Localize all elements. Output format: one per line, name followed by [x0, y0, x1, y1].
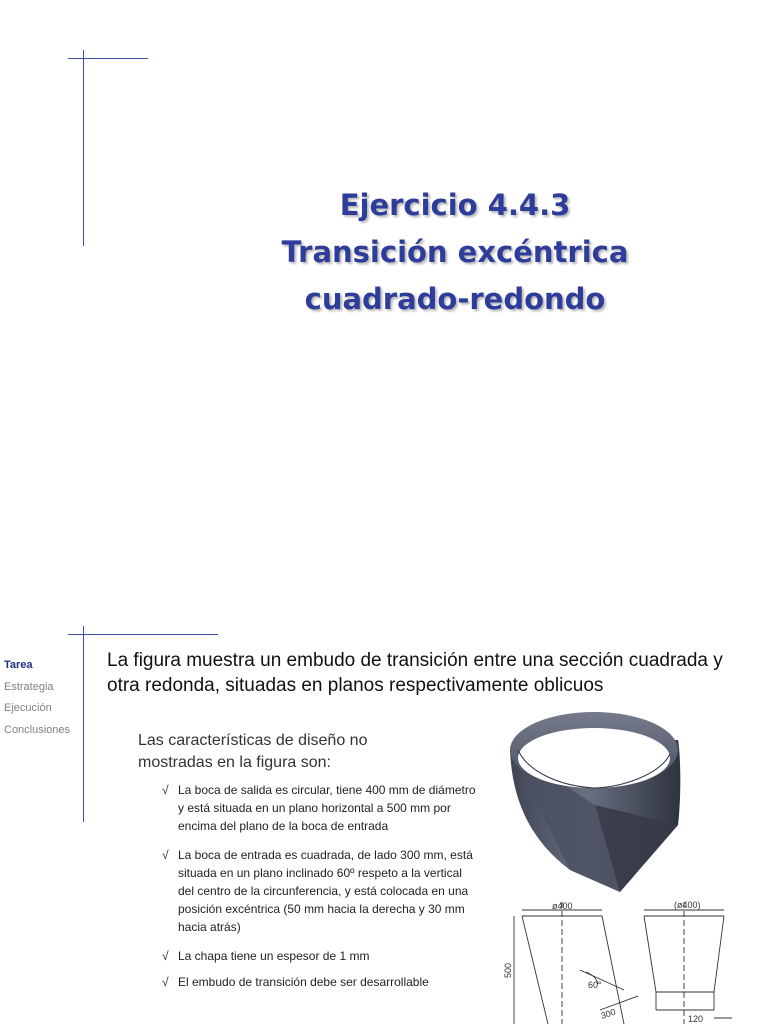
- sketch-label-diameter-right: (ø400): [674, 900, 701, 910]
- title-line-2: Transición excéntrica: [281, 235, 629, 269]
- bullet-text: El embudo de transición debe ser desarrollable: [178, 975, 429, 989]
- sketch-label-right-dim: 120: [688, 1014, 704, 1024]
- sketch-label-height: 500: [503, 962, 513, 978]
- corner-line-horizontal: [68, 58, 148, 59]
- slide-title: [270, 182, 640, 323]
- title-line-1: Ejercicio 4.4.3: [339, 188, 571, 222]
- check-icon: √: [162, 975, 169, 989]
- nav-item-ejecucion[interactable]: Ejecución: [4, 702, 52, 714]
- check-icon: √: [162, 949, 169, 963]
- nav-item-tarea[interactable]: Tarea: [4, 659, 33, 671]
- nav-item-estrategia[interactable]: Estrategia: [4, 681, 54, 693]
- sketch-label-angle: 60°: [588, 980, 602, 990]
- sketch-label-side: 300: [599, 1006, 617, 1021]
- funnel-3d-render: [500, 710, 690, 900]
- check-icon: √: [162, 783, 169, 797]
- corner-line-vertical-2: [83, 626, 84, 822]
- bullet-text: La boca de entrada es cuadrada, de lado 300 mm, está situada en un plano inclinado 60º respeto a la vertical del centro de la circunferencia, y está colocada en una posición excéntrica (50 mm hacia la derecha y 30 mm hacia atrás): [178, 848, 473, 934]
- corner-line-horizontal-2: [68, 634, 218, 635]
- nav-item-conclusiones[interactable]: Conclusiones: [4, 724, 71, 736]
- technical-sketch: [500, 900, 740, 1024]
- sketch-label-diameter-left: ø400: [552, 901, 573, 911]
- features-heading: Las características de diseño no mostradas en la figura son:: [138, 732, 368, 771]
- bullet-text: La chapa tiene un espesor de 1 mm: [178, 949, 370, 963]
- title-line-3: cuadrado-redondo: [304, 282, 606, 316]
- intro-paragraph: La figura muestra un embudo de transición entre una sección cuadrada y otra redonda, situadas en planos respectivamente oblicuos: [107, 650, 723, 696]
- bullet-text: La boca de salida es circular, tiene 400 mm de diámetro y está situada en un plano horizontal a 500 mm por encima del plano de la boca de entrada: [178, 783, 476, 833]
- corner-line-vertical: [83, 50, 84, 246]
- check-icon: √: [162, 848, 169, 862]
